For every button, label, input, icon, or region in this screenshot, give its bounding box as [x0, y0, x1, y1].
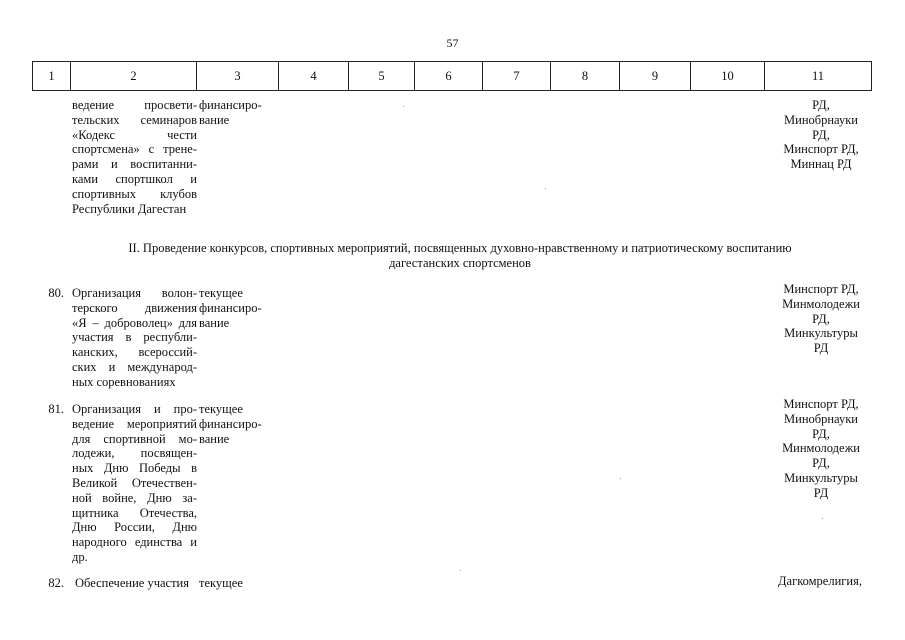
- row-continued-executors: РД, Минобрнауки РД, Минспорт РД, Миннац РД: [783, 98, 859, 172]
- row-financing: текущее финансиро- вание: [199, 402, 262, 446]
- column-number-header: [32, 61, 872, 91]
- row-executors: Дагкомрелигия,: [778, 574, 862, 588]
- column-number-2: 2: [71, 62, 197, 91]
- column-number-8: 8: [551, 62, 620, 91]
- scan-speck: [403, 106, 404, 107]
- scan-speck: [620, 478, 621, 479]
- row-continued-description: ведение просвети- тельских семинаров «Кодекс чести спортсмена» с трене- рами и воспитанни- ками спортшкол и спортивных клубов Республики Дагестан: [72, 98, 197, 216]
- row-number: 80.: [48, 286, 64, 300]
- column-number-6: 6: [415, 62, 483, 91]
- row-description: Обеспечение участия: [75, 576, 189, 590]
- section-title: II. Проведение конкурсов, спортивных мероприятий, посвященных духовно-нравственному и патриотическому воспитанию дагестанских спортсменов: [128, 241, 792, 270]
- scan-speck: [545, 188, 546, 189]
- column-number-9: 9: [620, 62, 691, 91]
- row-number: 81.: [48, 402, 64, 416]
- row-description: Организация и про- ведение мероприятий для спортивной мо- лодежи, посвящен- ных Дню Победы в Великой Отечествен- ной войне, Дню за- щитника Отечества, Дню России, Дню народного единства и др.: [72, 402, 197, 564]
- row-financing: текущее финансиро- вание: [199, 286, 262, 330]
- row-financing: текущее: [199, 576, 243, 590]
- column-number-3: 3: [197, 62, 279, 91]
- column-number-10: 10: [691, 62, 765, 91]
- column-number-11: 11: [765, 62, 872, 91]
- row-continued-financing: финансиро- вание: [199, 98, 262, 127]
- page-number: 57: [446, 36, 459, 50]
- column-number-7: 7: [483, 62, 551, 91]
- row-description: Организация волон- терского движения «Я – добровoлец» для участия в республи- канских, всероссий- ских и международ- ных соревнованиях: [72, 286, 197, 389]
- row-number: 82.: [48, 576, 64, 590]
- column-number-1: 1: [33, 62, 71, 91]
- column-number-5: 5: [349, 62, 415, 91]
- column-number-4: 4: [279, 62, 349, 91]
- row-executors: Минспорт РД, Минмолодежи РД, Минкультуры РД: [782, 282, 860, 356]
- row-executors: Минспорт РД, Минобрнауки РД, Минмолодежи РД, Минкультуры РД: [782, 397, 860, 500]
- scan-speck: [822, 518, 823, 519]
- scan-speck: [460, 570, 461, 571]
